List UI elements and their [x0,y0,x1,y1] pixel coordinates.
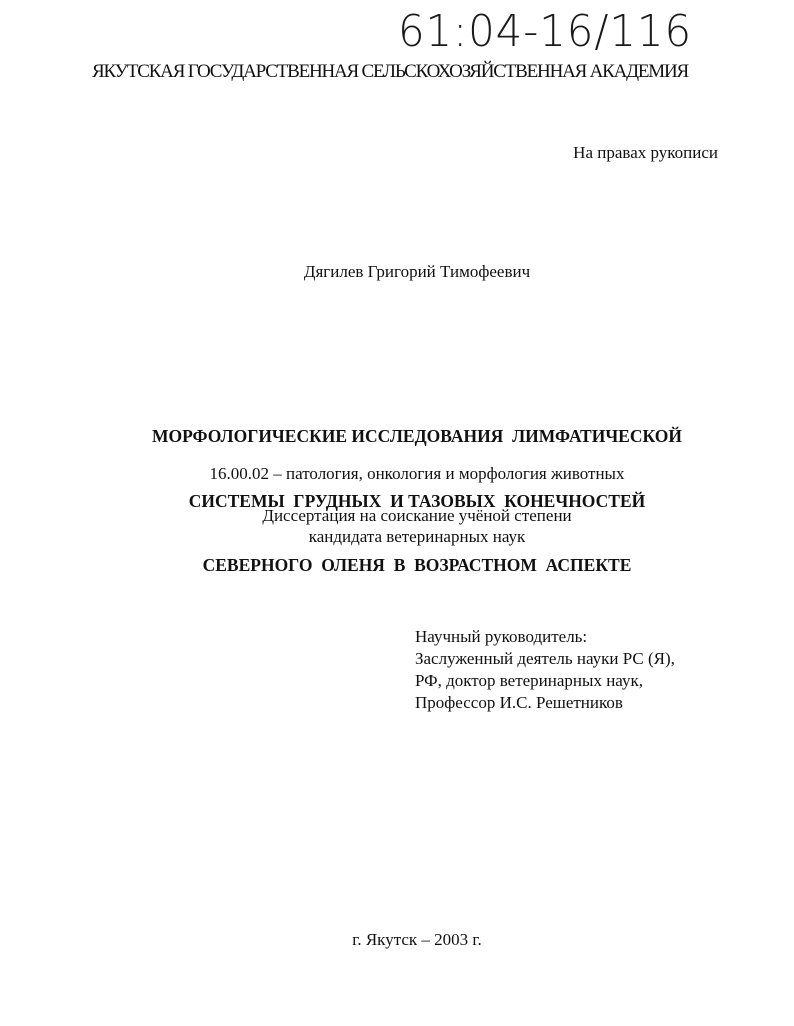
supervisor-block [415,626,675,714]
title-line: МОРФОЛОГИЧЕСКИЕ ИССЛЕДОВАНИЯ ЛИМФАТИЧЕСКОЙ [152,426,682,446]
author-name: Дягилев Григорий Тимофеевич [303,262,531,281]
supervisor-line: РФ, доктор ветеринарных наук, [415,671,643,690]
city-year: г. Якутск – 2003 г. [352,930,482,949]
institution-name: ЯКУТСКАЯ ГОСУДАРСТВЕННАЯ СЕЛЬСКОХОЗЯЙСТВЕННАЯ АКАДЕМИЯ [92,61,688,82]
supervisor-line: Заслуженный деятель науки РС (Я), [415,649,675,668]
specialty: 16.00.02 – патология, онкология и морфология животных [209,464,625,483]
supervisor-line: Профессор И.С. Решетников [415,693,623,712]
title-line: СИСТЕМЫ ГРУДНЫХ И ТАЗОВЫХ КОНЕЧНОСТЕЙ [188,490,646,511]
degree-line: кандидата ветеринарных наук [308,527,526,546]
rights-note: На правах рукописи [573,143,718,162]
degree-line: Диссертация на соискание учёной степени [262,506,572,525]
dissertation-title [0,383,794,598]
title-line: СЕВЕРНОГО ОЛЕНЯ В ВОЗРАСТНОМ АСПЕКТЕ [202,555,632,575]
degree-statement [0,505,794,547]
handwritten-catalog-code: 61:04-16/116 [398,6,693,57]
supervisor-line: Научный руководитель: [415,627,588,646]
